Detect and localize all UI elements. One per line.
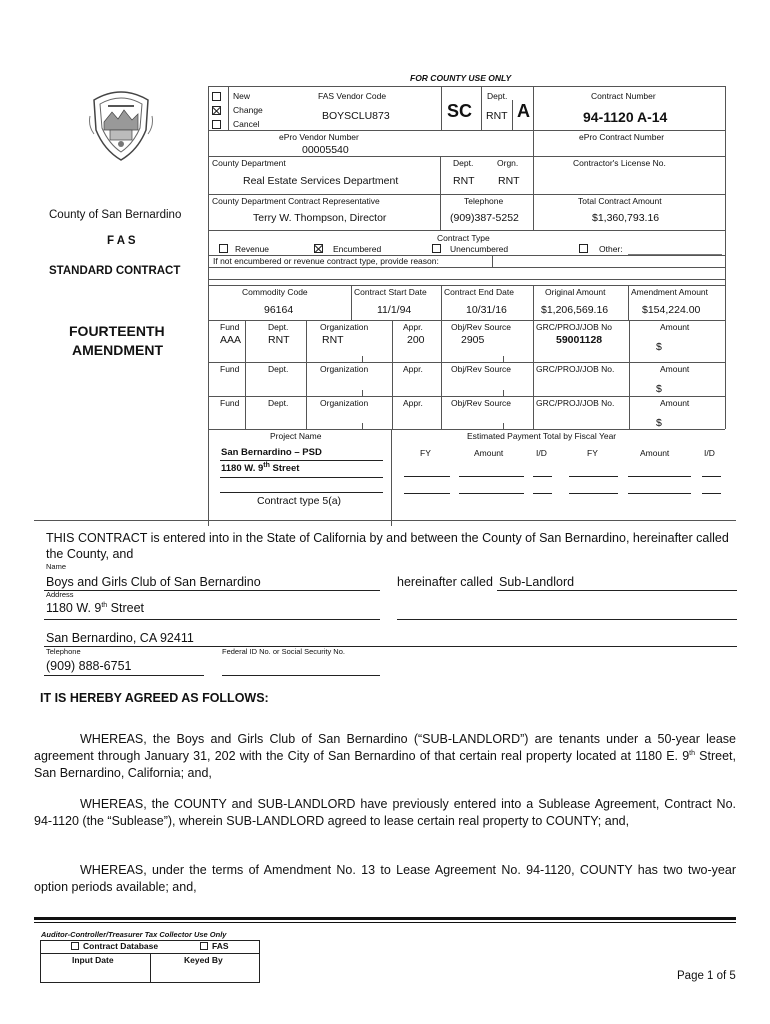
county-seal bbox=[88, 86, 154, 162]
project-name-line2: 1180 W. 9th Street bbox=[221, 461, 300, 474]
county-name: County of San Bernardino bbox=[49, 209, 182, 221]
fund-row-1-obj-value: 2905 bbox=[461, 334, 485, 346]
unencumbered-label: Unencumbered bbox=[450, 244, 509, 254]
address-label: Address bbox=[46, 590, 74, 599]
fund-row-2-amount-label: Amount bbox=[660, 364, 690, 374]
fund-row-1-org-value: RNT bbox=[322, 334, 344, 346]
fund-row-2-amount-value: $ bbox=[656, 383, 662, 395]
amendment-amount-label: Amendment Amount bbox=[631, 287, 709, 297]
revenue-label: Revenue bbox=[235, 244, 270, 254]
project-name-line1: San Bernardino – PSD bbox=[221, 447, 322, 458]
fund-row-1-amount-label: Amount bbox=[660, 322, 690, 332]
input-date-label: Input Date bbox=[72, 955, 114, 965]
contract-number-label: Contract Number bbox=[591, 91, 656, 101]
fund-row-1-obj-label: Obj/Rev Source bbox=[451, 322, 511, 332]
telephone-field-label: Telephone bbox=[46, 647, 81, 656]
whereas-paragraph-2: WHEREAS, the COUNTY and SUB-LANDLORD have previously entered into a Sublease Agreement, Contract No. 94-1120 (the “Sublease”), wherein SUB-LANDLORD agreed to lease certain real property to COUNTY; and, bbox=[34, 797, 736, 828]
fund-row-3-org-label: Organization bbox=[320, 398, 369, 408]
fund-row-2-appr-label: Appr. bbox=[403, 364, 423, 374]
fund-row-3-grc-label: GRC/PROJ/JOB No. bbox=[536, 398, 615, 408]
telephone-label: Telephone bbox=[464, 196, 504, 206]
id-label-1: I/D bbox=[536, 448, 547, 458]
county-department-label: County Department bbox=[212, 158, 286, 168]
fund-row-1-appr-label: Appr. bbox=[403, 322, 423, 332]
address-value: 1180 W. 9th Street bbox=[46, 601, 145, 615]
commodity-code-label: Commodity Code bbox=[242, 287, 308, 297]
amount-label-1: Amount bbox=[474, 448, 504, 458]
keyed-by-label: Keyed By bbox=[184, 955, 223, 965]
fund-row-1-amount-value: $ bbox=[656, 341, 662, 353]
contractor-license-label: Contractor's License No. bbox=[573, 158, 666, 168]
encumbered-label: Encumbered bbox=[333, 244, 382, 254]
project-name-label: Project Name bbox=[270, 431, 322, 441]
contract-number: 94-1120 A-14 bbox=[583, 109, 668, 125]
dept-value: RNT bbox=[486, 110, 508, 122]
fund-row-1-grc-value: 59001128 bbox=[556, 334, 603, 346]
fund-row-3-obj-label: Obj/Rev Source bbox=[451, 398, 511, 408]
orgn-label: Orgn. bbox=[497, 158, 519, 168]
orgn-value: RNT bbox=[498, 175, 520, 187]
county-department: Real Estate Services Department bbox=[243, 175, 399, 187]
contract-database-label: Contract Database bbox=[83, 941, 159, 951]
name-label: Name bbox=[46, 562, 67, 571]
fas-footer-label: FAS bbox=[212, 941, 229, 951]
original-amount-label: Original Amount bbox=[545, 287, 606, 297]
revenue-checkbox[interactable] bbox=[219, 244, 228, 253]
fund-row-2-obj-label: Obj/Rev Source bbox=[451, 364, 511, 374]
fund-row-1-dept-value: RNT bbox=[268, 334, 290, 346]
federal-id-label: Federal ID No. or Social Security No. bbox=[222, 647, 345, 656]
telephone-value: (909)387-5252 bbox=[450, 212, 519, 224]
sc-code: SC bbox=[447, 101, 473, 121]
new-checkbox[interactable] bbox=[212, 92, 221, 101]
amendment-title-line2: AMENDMENT bbox=[72, 342, 163, 358]
representative-value: Terry W. Thompson, Director bbox=[253, 212, 387, 224]
fund-row-1-fund-label: Fund bbox=[220, 322, 240, 332]
fund-row-2-fund-label: Fund bbox=[220, 364, 240, 374]
fund-row-1-dept-label: Dept. bbox=[268, 322, 289, 332]
other-checkbox[interactable] bbox=[579, 244, 588, 253]
fund-row-3-appr-label: Appr. bbox=[403, 398, 423, 408]
hereinafter-label: hereinafter called bbox=[397, 575, 493, 589]
fund-row-2-org-label: Organization bbox=[320, 364, 369, 374]
epro-vendor-number-label: ePro Vendor Number bbox=[279, 132, 359, 142]
cancel-checkbox[interactable] bbox=[212, 120, 221, 129]
not-encumbered-reason-label: If not encumbered or revenue contract type, provide reason: bbox=[213, 256, 439, 266]
fund-row-3-amount-label: Amount bbox=[660, 398, 690, 408]
footer-rule bbox=[34, 917, 736, 920]
contract-database-checkbox[interactable] bbox=[71, 942, 79, 950]
fas-vendor-code-label: FAS Vendor Code bbox=[318, 91, 387, 101]
encumbered-checkbox[interactable] bbox=[314, 244, 323, 253]
fund-row-1-grc-label: GRC/PROJ/JOB No bbox=[536, 322, 613, 332]
fas-label: F A S bbox=[107, 235, 136, 247]
original-amount: $1,206,569.16 bbox=[541, 304, 609, 316]
unencumbered-checkbox[interactable] bbox=[432, 244, 441, 253]
whereas-paragraph-3: WHEREAS, under the terms of Amendment No. 13 to Lease Agreement No. 94-1120, COUNTY has two two-year option periods available; and, bbox=[34, 863, 736, 894]
fund-row-2-grc-label: GRC/PROJ/JOB No. bbox=[536, 364, 615, 374]
fund-row-3-dept-label: Dept. bbox=[268, 398, 289, 408]
hereinafter-value: Sub-Landlord bbox=[499, 575, 575, 589]
change-checkbox[interactable] bbox=[212, 106, 221, 115]
dept2-label: Dept. bbox=[453, 158, 474, 168]
id-label-2: I/D bbox=[704, 448, 715, 458]
amendment-title-line1: FOURTEENTH bbox=[69, 323, 165, 339]
dept2-value: RNT bbox=[453, 175, 475, 187]
fund-row-1-fund-value: AAA bbox=[220, 334, 242, 346]
fund-row-1-appr-value: 200 bbox=[407, 334, 425, 346]
fund-row-2-dept-label: Dept. bbox=[268, 364, 289, 374]
fas-checkbox[interactable] bbox=[200, 942, 208, 950]
fas-vendor-code: BOYSCLU873 bbox=[322, 110, 390, 122]
epro-vendor-number: 00005540 bbox=[302, 144, 349, 156]
start-date-label: Contract Start Date bbox=[354, 287, 427, 297]
representative-label: County Department Contract Representative bbox=[212, 196, 380, 206]
fund-row-3-amount-value: $ bbox=[656, 417, 662, 429]
fy-label-1: FY bbox=[420, 448, 431, 458]
change-label: Change bbox=[233, 105, 263, 115]
contractor-telephone: (909) 888-6751 bbox=[46, 659, 132, 673]
for-county-use-only: FOR COUNTY USE ONLY bbox=[410, 73, 512, 83]
est-payment-label: Estimated Payment Total by Fiscal Year bbox=[467, 431, 617, 441]
end-date: 10/31/16 bbox=[466, 304, 507, 316]
other-label: Other: bbox=[599, 244, 623, 254]
auditor-label: Auditor-Controller/Treasurer Tax Collector Use Only bbox=[41, 930, 227, 939]
commodity-code: 96164 bbox=[264, 304, 294, 316]
epro-contract-number-label: ePro Contract Number bbox=[579, 132, 665, 142]
total-amount-label: Total Contract Amount bbox=[578, 196, 662, 206]
standard-contract-label: STANDARD CONTRACT bbox=[49, 265, 181, 277]
contractor-name: Boys and Girls Club of San Bernardino bbox=[46, 575, 261, 589]
start-date: 11/1/94 bbox=[377, 304, 412, 316]
page-number: Page 1 of 5 bbox=[677, 970, 736, 982]
new-label: New bbox=[233, 91, 251, 101]
amount-label-2: Amount bbox=[640, 448, 670, 458]
city-value: San Bernardino, CA 92411 bbox=[46, 631, 194, 645]
fund-row-1-org-label: Organization bbox=[320, 322, 369, 332]
total-amount: $1,360,793.16 bbox=[592, 212, 660, 224]
cancel-label: Cancel bbox=[233, 119, 260, 129]
end-date-label: Contract End Date bbox=[444, 287, 514, 297]
intro-text: THIS CONTRACT is entered into in the State of California by and between the County of San Bernardino, hereinafter called the County, and bbox=[46, 531, 729, 561]
contract-type-value: Contract type 5(a) bbox=[257, 495, 342, 507]
agreed-heading: IT IS HEREBY AGREED AS FOLLOWS: bbox=[40, 691, 269, 705]
fund-row-3-fund-label: Fund bbox=[220, 398, 240, 408]
whereas-paragraph-1: WHEREAS, the Boys and Girls Club of San Bernardino (“SUB-LANDLORD”) are tenants under a 50-year lease agreement through January 31, 202 with the City of San Bernardino of that certain real property located at 1180 E. 9th Street, San Bernardino, California; and, bbox=[34, 732, 736, 780]
dept-label: Dept. bbox=[487, 91, 508, 101]
contract-type-label: Contract Type bbox=[437, 233, 490, 243]
dept-letter: A bbox=[517, 101, 530, 121]
fy-label-2: FY bbox=[587, 448, 598, 458]
amendment-amount: $154,224.00 bbox=[642, 304, 701, 316]
